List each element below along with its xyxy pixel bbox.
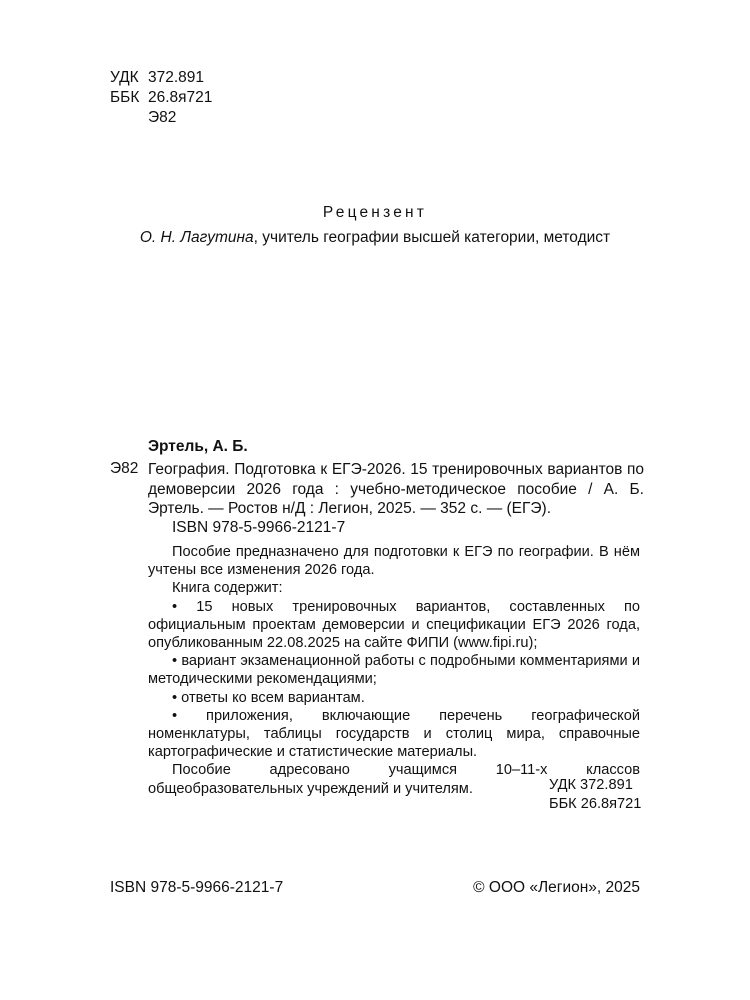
- cutter-row: [110, 108, 212, 128]
- index-bbk: ББК 26.8я721: [549, 795, 642, 812]
- annotation-audience: Пособие адресовано учащимся 10–11-х классов общеобразовательных учреждений и учителям.: [148, 762, 640, 797]
- index-block: [549, 776, 641, 813]
- footer-isbn: ISBN 978-5-9966-2121-7: [110, 879, 284, 896]
- bibliographic-description: География. Подготовка к ЕГЭ-2026. 15 тренировочных вариантов по демоверсии 2026 года : учебно-методическое пособие / А. Б. Эртель. — Ростов н/Д : Легион, 2025. — 352 с. — (ЕГЭ).: [148, 461, 644, 517]
- annotation-contents-heading: Книга содержит:: [172, 580, 283, 597]
- udk-row: [110, 68, 212, 88]
- annotation-bullet: • ответы ко всем вариантам.: [172, 689, 365, 706]
- classification-block: [110, 68, 212, 128]
- author-name: Эртель, А. Б.: [148, 438, 248, 455]
- annotation-bullet: • вариант экзаменационной работы с подробными комментариями и методическими рекомендациями;: [148, 653, 640, 688]
- footer-copyright: © ООО «Легион», 2025: [473, 879, 640, 896]
- cutter-mark: Э82: [148, 109, 177, 126]
- annotation-intro: Пособие предназначено для подготовки к ЕГЭ по географии. В нём учтены все изменения 2026 года.: [148, 544, 640, 579]
- annotation: [148, 543, 640, 798]
- bbk-value: 26.8я721: [148, 89, 213, 106]
- bbk-label: ББК: [110, 89, 140, 106]
- annotation-bullet: • 15 новых тренировочных вариантов, составленных по официальным проектам демоверсии и спецификации ЕГЭ 2026 года, опубликованным 22.08.2025 на сайте ФИПИ (www.fipi.ru);: [148, 598, 640, 652]
- reviewer-description: , учитель географии высшей категории, методист: [253, 229, 611, 246]
- catalog-isbn: ISBN 978-5-9966-2121-7: [172, 519, 346, 536]
- catalog-cutter: Э82: [110, 460, 139, 477]
- reviewer-heading: Рецензент: [322, 204, 428, 221]
- annotation-bullet: • приложения, включающие перечень географической номенклатуры, таблицы государств и столиц мира, справочные картографические и статистические материалы.: [148, 707, 640, 761]
- index-udk: УДК 372.891: [549, 777, 633, 793]
- udk-value: 372.891: [148, 69, 205, 86]
- bbk-row: [110, 88, 212, 108]
- reviewer-name: О. Н. Лагутина: [139, 229, 254, 246]
- reviewer-line: [0, 229, 750, 247]
- udk-label: УДК: [110, 69, 139, 86]
